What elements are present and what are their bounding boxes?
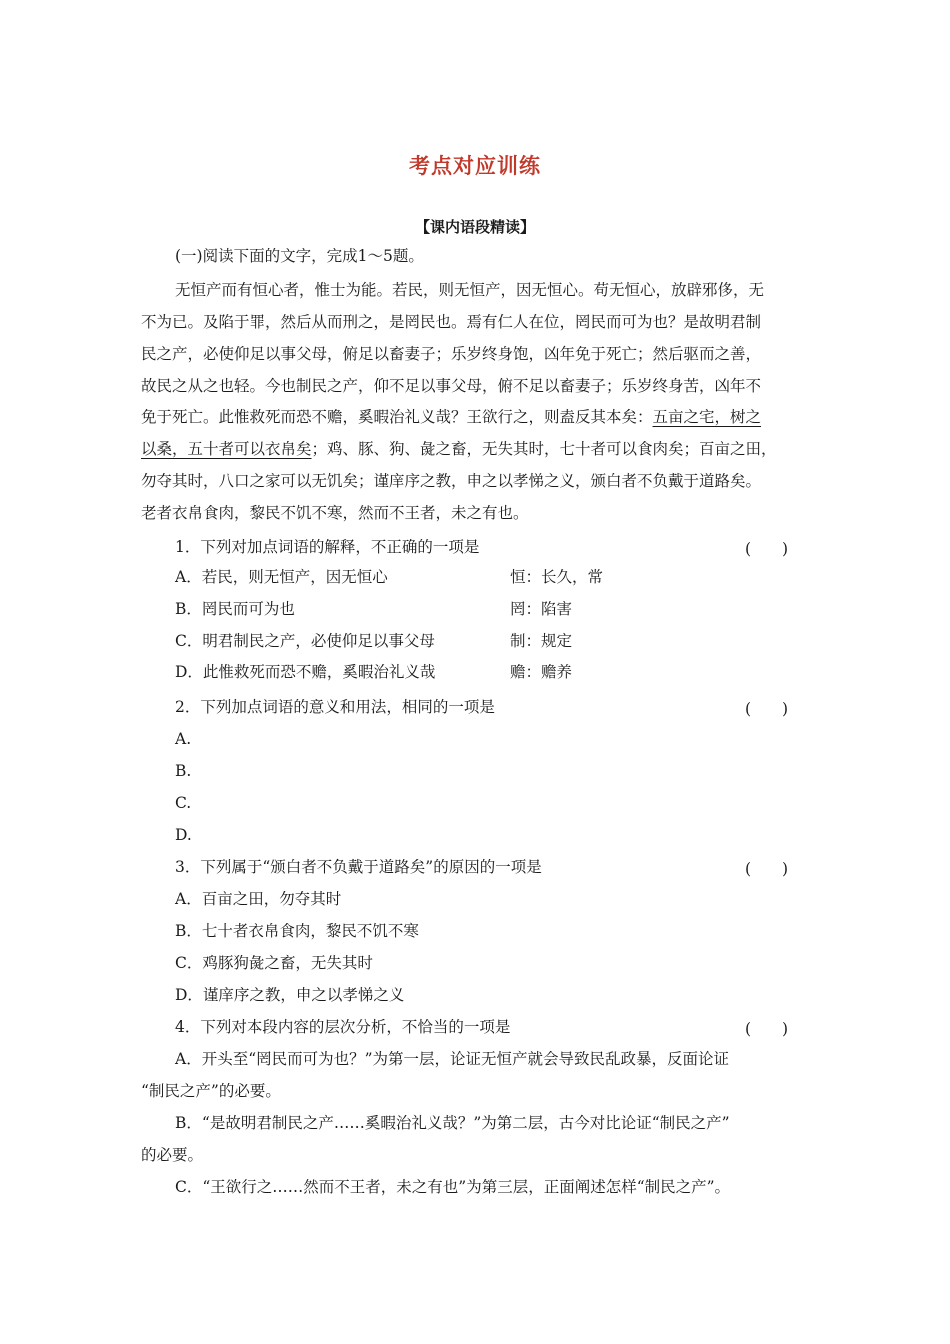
question-3-stem: 3．下列属于“颁白者不负戴于道路矣”的原因的一项是 [175, 858, 542, 876]
page-title: 考点对应训练 [409, 153, 541, 178]
passage-line-2: 不为已。及陷于罪，然后从而刑之，是罔民也。焉有仁人在位，罔民而可为也？是故明君制 [141, 313, 762, 331]
question-4-option-c: C．“王欲行之……然而不王者，未之有也”为第三层，正面阐述怎样“制民之产”。 [175, 1178, 731, 1196]
option-gloss: 赡：赡养 [510, 663, 573, 681]
option-gloss: 罔：陷害 [510, 600, 573, 618]
question-4-option-b-cont: 的必要。 [141, 1146, 204, 1164]
passage-line-3: 民之产，必使仰足以事父母，俯足以畜妻子；乐岁终身饱，凶年免于死亡；然后驱而之善， [141, 345, 762, 363]
option-text: D．此惟救死而恐不赡，奚暇治礼义哉 [175, 663, 436, 681]
option-gloss: 制：规定 [510, 632, 573, 650]
section-heading: 【课内语段精读】 [414, 218, 535, 236]
passage-line-8: 老者衣帛食肉，黎民不饥不寒，然而不王者，未之有也。 [141, 504, 529, 522]
question-2-option-d: D. [175, 826, 192, 844]
question-4-option-b: B．“是故明君制民之产……奚暇治礼义哉？”为第二层，古今对比论证“制民之产” [175, 1114, 730, 1132]
passage-intro: (一)阅读下面的文字，完成1～5题。 [175, 247, 424, 265]
question-3-option-a: A．百亩之田，勿夺其时 [175, 890, 342, 908]
question-3-option-c: C．鸡豚狗彘之畜，无失其时 [175, 954, 373, 972]
passage-line-5-text: 免于死亡。此惟救死而恐不赡，奚暇治礼义哉？王欲行之，则盍反其本矣： [141, 408, 653, 426]
option-text: B．罔民而可为也 [175, 600, 295, 618]
question-4-stem: 4．下列对本段内容的层次分析，不恰当的一项是 [175, 1018, 511, 1036]
passage-line-1: 无恒产而有恒心者，惟士为能。若民，则无恒产，因无恒心。苟无恒心，放辟邪侈，无 [175, 281, 765, 299]
passage-line-4: 故民之从之也轻。今也制民之产，仰不足以事父母，俯不足以畜妻子；乐岁终身苦，凶年不 [141, 377, 762, 395]
question-4-option-a-cont: “制民之产”的必要。 [141, 1082, 281, 1100]
underlined-phrase: 以桑，五十者可以衣帛矣 [141, 440, 312, 458]
question-2-option-c: C. [175, 794, 192, 812]
passage-line-6-text: ；鸡、豚、狗、彘之畜，无失其时，七十者可以食肉矣；百亩之田， [311, 440, 777, 458]
option-text: C．明君制民之产，必使仰足以事父母 [175, 632, 435, 650]
underlined-phrase: 五亩之宅，树之 [652, 408, 762, 426]
question-3-option-b: B．七十者衣帛食肉，黎民不饥不寒 [175, 922, 419, 940]
question-2-option-a: A. [175, 730, 192, 748]
passage-line-7: 勿夺其时，八口之家可以无饥矣；谨庠序之教，申之以孝悌之义，颁白者不负戴于道路矣。 [141, 472, 762, 490]
answer-blank: ( ) [745, 860, 789, 878]
question-4-option-a: A．开头至“罔民而可为也？”为第一层，论证无恒产就会导致民乱政暴，反面论证 [175, 1050, 730, 1068]
answer-blank: ( ) [745, 1020, 789, 1038]
passage-line-6 [141, 439, 777, 459]
answer-blank: ( ) [745, 700, 789, 718]
question-2-stem: 2．下列加点词语的意义和用法，相同的一项是 [175, 698, 495, 716]
question-3-option-d: D．谨庠序之教，申之以孝悌之义 [175, 986, 405, 1004]
option-gloss: 恒：长久，常 [510, 568, 604, 586]
option-text: A．若民，则无恒产，因无恒心 [175, 568, 388, 586]
answer-blank: ( ) [745, 540, 789, 558]
question-2-option-b: B. [175, 762, 192, 780]
question-1-stem: 1．下列对加点词语的解释，不正确的一项是 [175, 538, 480, 556]
passage-line-5 [141, 407, 761, 427]
